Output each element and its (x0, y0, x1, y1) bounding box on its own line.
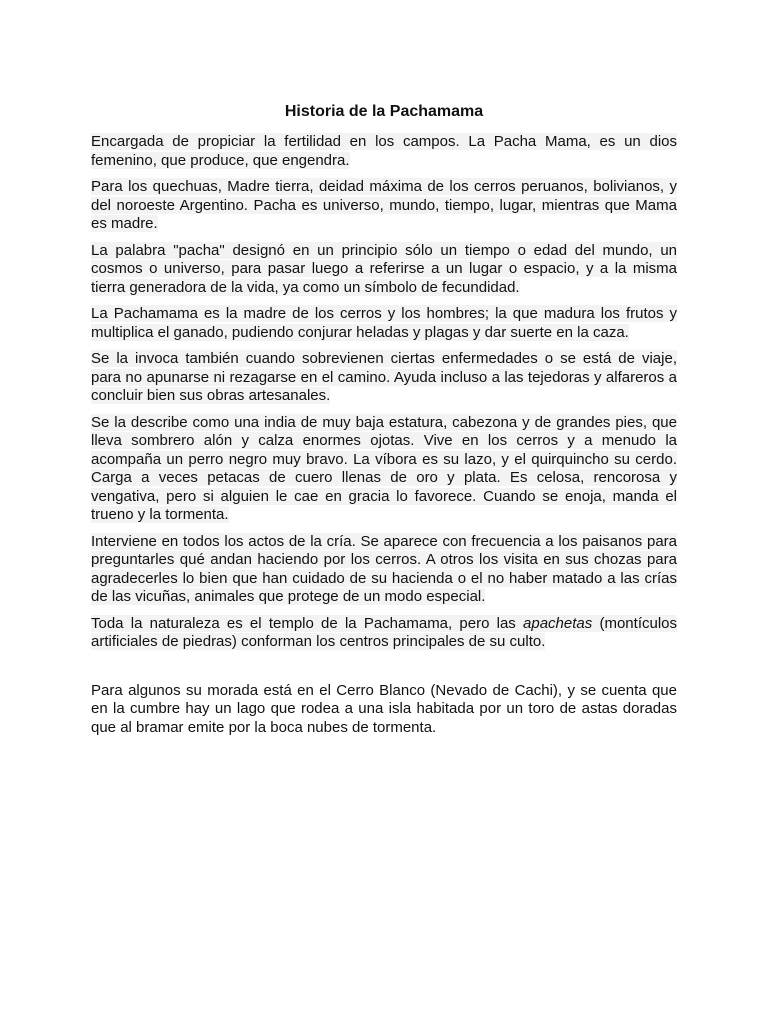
paragraph-text: Interviene en todos los actos de la cría. Se aparece con frecuencia a los paisanos para preguntarles qué andan haciendo por los cerros. A otros los visita en sus chozas para agradecerles lo bien que han cuidado de su hacienda o el no haber matado a las crías de las vicuñas, animales que protege de un modo especial. (91, 532, 677, 605)
paragraph-text: La Pachamama es la madre de los cerros y los hombres; la que madura los frutos y multiplica el ganado, pudiendo conjurar heladas y plagas y dar suerte en la caza. (91, 305, 677, 341)
paragraph-temple (91, 615, 677, 652)
paragraph-mother-of-hills (91, 305, 677, 342)
paragraph-quechuas (91, 178, 677, 234)
paragraph-cerro-blanco (91, 682, 677, 738)
paragraph-text: La palabra "pacha" designó en un principio sólo un tiempo o edad del mundo, un cosmos o universo, para pasar luego a referirse a un lugar o espacio, y a la misma tierra generadora de la vida, ya como un símbolo de fecundidad. (91, 241, 677, 296)
temple-text-after: (montículos artificiales de piedras) conforman los centros principales de su culto. (91, 614, 678, 650)
paragraph-breeding (91, 533, 677, 607)
paragraph-text (91, 615, 677, 651)
paragraph-text: Para algunos su morada está en el Cerro Blanco (Nevado de Cachi), y se cuenta que en la cumbre hay un lago que rodea a una isla habitada por un toro de astas doradas que al bramar emite por la boca nubes de tormenta. (91, 681, 677, 736)
temple-emphasis: apachetas (523, 614, 593, 632)
paragraph-text: Se la invoca también cuando sobrevienen ciertas enfermedades o se está de viaje, para no apunarse ni rezagarse en el camino. Ayuda incluso a las tejedoras y alfareros a concluir bien sus obras artesanales. (91, 350, 677, 404)
paragraph-description (91, 414, 677, 525)
paragraph-text: Encargada de propiciar la fertilidad en los campos. La Pacha Mama, es un dios femenino, que produce, que engendra. (91, 133, 677, 169)
document-body (91, 133, 677, 745)
temple-text-before: Toda la naturaleza es el templo de la Pachamama, pero las (91, 614, 524, 632)
paragraph-text: Se la describe como una india de muy baja estatura, cabezona y de grandes pies, que lleva sombrero alón y calza enormes ojotas. Vive en los cerros y a menudo la acompaña un perro negro muy bravo. La víbora es su lazo, y el quirquincho su cerdo. Carga a veces petacas de cuero llenas de oro y plata. Es celosa, rencorosa y vengativa, pero si alguien le cae en gracia lo favorece. Cuando se enoja, manda el trueno y la tormenta. (91, 413, 677, 523)
paragraph-pacha-word (91, 242, 677, 298)
paragraph-invocation (91, 350, 677, 406)
paragraph-text: Para los quechuas, Madre tierra, deidad máxima de los cerros peruanos, bolivianos, y del noroeste Argentino. Pacha es universo, mundo, tiempo, lugar, mientras que Mama es madre. (91, 178, 677, 232)
paragraph-fertility (91, 133, 677, 170)
document-title: Historia de la Pachamama (284, 103, 484, 120)
